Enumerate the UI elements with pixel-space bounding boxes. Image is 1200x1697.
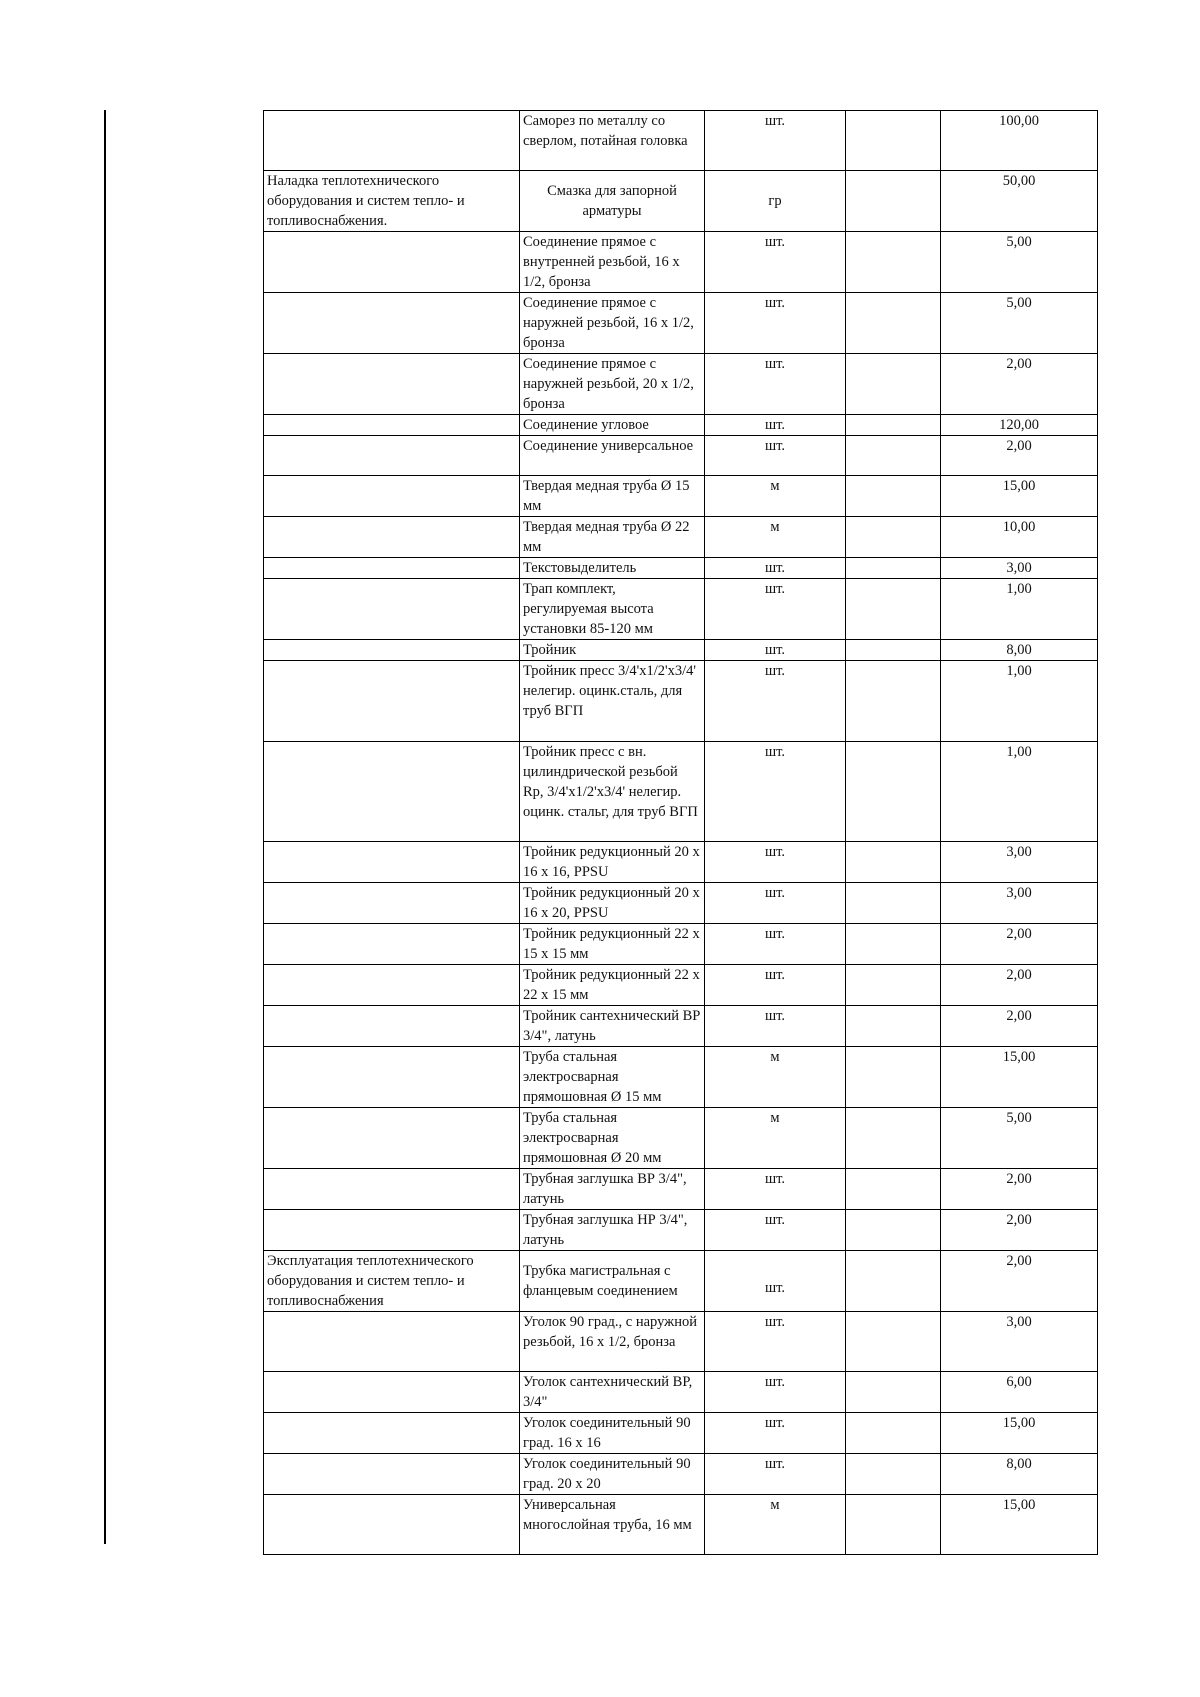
- item-name-cell: Трубная заглушка НР 3/4", латунь: [520, 1210, 705, 1251]
- table-row: [264, 1047, 1098, 1108]
- empty-cell: [846, 924, 941, 965]
- quantity-cell: 50,00: [941, 171, 1098, 232]
- empty-cell: [846, 579, 941, 640]
- table-row: [264, 1006, 1098, 1047]
- quantity-cell: 10,00: [941, 517, 1098, 558]
- table-row: [264, 415, 1098, 436]
- item-name-cell: Соединение прямое с наружней резьбой, 16 х 1/2, бронза: [520, 293, 705, 354]
- quantity-cell: 6,00: [941, 1372, 1098, 1413]
- unit-cell: гр: [705, 171, 846, 232]
- quantity-cell: 8,00: [941, 640, 1098, 661]
- empty-cell: [846, 1006, 941, 1047]
- section-cell: Эксплуатация теплотехнического оборудования и систем тепло- и топливоснабжения: [264, 1251, 520, 1312]
- item-name-cell: Трубка магистральная с фланцевым соединением: [520, 1251, 705, 1312]
- item-name-cell: Саморез по металлу со сверлом, потайная головка: [520, 111, 705, 171]
- section-cell: [264, 1413, 520, 1454]
- table-row: [264, 232, 1098, 293]
- quantity-cell: 15,00: [941, 1495, 1098, 1555]
- unit-cell: шт.: [705, 965, 846, 1006]
- quantity-cell: 5,00: [941, 232, 1098, 293]
- item-name-cell: Уголок сантехнический ВР, 3/4": [520, 1372, 705, 1413]
- empty-cell: [846, 558, 941, 579]
- empty-cell: [846, 1495, 941, 1555]
- section-cell: [264, 640, 520, 661]
- section-cell: [264, 558, 520, 579]
- item-name-cell: Соединение прямое с внутренней резьбой, 16 х 1/2, бронза: [520, 232, 705, 293]
- table-row: [264, 517, 1098, 558]
- unit-cell: шт.: [705, 661, 846, 742]
- quantity-cell: 2,00: [941, 1006, 1098, 1047]
- item-name-cell: Тройник сантехнический ВР 3/4", латунь: [520, 1006, 705, 1047]
- item-name-cell: Тройник редукционный 22 х 22 х 15 мм: [520, 965, 705, 1006]
- section-cell: [264, 293, 520, 354]
- item-name-cell: Тройник пресс с вн. цилиндрической резьбой Rp, 3/4'х1/2'х3/4' нелегир. оцинк. стальг, для труб ВГП: [520, 742, 705, 842]
- quantity-cell: 2,00: [941, 924, 1098, 965]
- section-cell: [264, 1047, 520, 1108]
- quantity-cell: 3,00: [941, 558, 1098, 579]
- unit-cell: шт.: [705, 558, 846, 579]
- quantity-cell: 3,00: [941, 883, 1098, 924]
- unit-cell: шт.: [705, 1372, 846, 1413]
- empty-cell: [846, 640, 941, 661]
- section-cell: [264, 579, 520, 640]
- table-row: [264, 1454, 1098, 1495]
- section-cell: [264, 883, 520, 924]
- item-name-cell: Текстовыделитель: [520, 558, 705, 579]
- unit-cell: шт.: [705, 354, 846, 415]
- table-row: [264, 293, 1098, 354]
- section-cell: [264, 1372, 520, 1413]
- item-name-cell: Тройник редукционный 20 х 16 х 16, PPSU: [520, 842, 705, 883]
- table-row: [264, 436, 1098, 476]
- section-cell: [264, 742, 520, 842]
- item-name-cell: Трубная заглушка ВР 3/4", латунь: [520, 1169, 705, 1210]
- unit-cell: шт.: [705, 1454, 846, 1495]
- section-cell: [264, 415, 520, 436]
- table-row: [264, 1210, 1098, 1251]
- unit-cell: шт.: [705, 1413, 846, 1454]
- unit-cell: шт.: [705, 1006, 846, 1047]
- empty-cell: [846, 354, 941, 415]
- table-row: [264, 842, 1098, 883]
- empty-cell: [846, 661, 941, 742]
- item-name-cell: Смазка для запорной арматуры: [520, 171, 705, 232]
- table-row: [264, 476, 1098, 517]
- unit-cell: шт.: [705, 436, 846, 476]
- quantity-cell: 15,00: [941, 1413, 1098, 1454]
- table-row: [264, 1495, 1098, 1555]
- quantity-cell: 1,00: [941, 661, 1098, 742]
- quantity-cell: 2,00: [941, 354, 1098, 415]
- table-row: [264, 558, 1098, 579]
- item-name-cell: Соединение угловое: [520, 415, 705, 436]
- section-cell: [264, 965, 520, 1006]
- quantity-cell: 2,00: [941, 1210, 1098, 1251]
- unit-cell: шт.: [705, 742, 846, 842]
- empty-cell: [846, 742, 941, 842]
- empty-cell: [846, 842, 941, 883]
- table-row: [264, 1108, 1098, 1169]
- quantity-cell: 15,00: [941, 1047, 1098, 1108]
- unit-cell: шт.: [705, 842, 846, 883]
- quantity-cell: 1,00: [941, 579, 1098, 640]
- section-cell: [264, 517, 520, 558]
- quantity-cell: 1,00: [941, 742, 1098, 842]
- section-cell: [264, 354, 520, 415]
- materials-table: [263, 110, 1098, 1555]
- unit-cell: шт.: [705, 883, 846, 924]
- section-cell: [264, 1454, 520, 1495]
- item-name-cell: Труба стальная электросварная прямошовная Ø 20 мм: [520, 1108, 705, 1169]
- quantity-cell: 3,00: [941, 842, 1098, 883]
- empty-cell: [846, 1047, 941, 1108]
- empty-cell: [846, 436, 941, 476]
- empty-cell: [846, 1413, 941, 1454]
- empty-cell: [846, 293, 941, 354]
- empty-cell: [846, 1372, 941, 1413]
- empty-cell: [846, 1251, 941, 1312]
- unit-cell: м: [705, 1047, 846, 1108]
- table-row: [264, 1413, 1098, 1454]
- section-cell: [264, 1312, 520, 1372]
- section-cell: [264, 111, 520, 171]
- table-row: [264, 1312, 1098, 1372]
- section-cell: [264, 1006, 520, 1047]
- table-row: [264, 579, 1098, 640]
- item-name-cell: Тройник редукционный 22 х 15 х 15 мм: [520, 924, 705, 965]
- item-name-cell: Универсальная многослойная труба, 16 мм: [520, 1495, 705, 1555]
- unit-cell: м: [705, 1108, 846, 1169]
- quantity-cell: 120,00: [941, 415, 1098, 436]
- unit-cell: м: [705, 517, 846, 558]
- section-cell: [264, 1210, 520, 1251]
- empty-cell: [846, 1108, 941, 1169]
- table-row: [264, 1251, 1098, 1312]
- quantity-cell: 5,00: [941, 293, 1098, 354]
- unit-cell: шт.: [705, 1312, 846, 1372]
- unit-cell: шт.: [705, 1251, 846, 1312]
- quantity-cell: 8,00: [941, 1454, 1098, 1495]
- table-row: [264, 111, 1098, 171]
- empty-cell: [846, 1210, 941, 1251]
- item-name-cell: Соединение прямое с наружней резьбой, 20 х 1/2, бронза: [520, 354, 705, 415]
- empty-cell: [846, 1169, 941, 1210]
- empty-cell: [846, 1454, 941, 1495]
- section-cell: [264, 476, 520, 517]
- unit-cell: м: [705, 476, 846, 517]
- quantity-cell: 2,00: [941, 1169, 1098, 1210]
- empty-cell: [846, 965, 941, 1006]
- item-name-cell: Тройник: [520, 640, 705, 661]
- empty-cell: [846, 476, 941, 517]
- table-row: [264, 883, 1098, 924]
- empty-cell: [846, 517, 941, 558]
- quantity-cell: 15,00: [941, 476, 1098, 517]
- empty-cell: [846, 1312, 941, 1372]
- section-cell: [264, 842, 520, 883]
- item-name-cell: Уголок соединительный 90 град. 20 х 20: [520, 1454, 705, 1495]
- materials-table-body: [264, 111, 1098, 1555]
- empty-cell: [846, 415, 941, 436]
- item-name-cell: Уголок соединительный 90 град. 16 х 16: [520, 1413, 705, 1454]
- table-row: [264, 1169, 1098, 1210]
- unit-cell: шт.: [705, 111, 846, 171]
- empty-cell: [846, 232, 941, 293]
- quantity-cell: 2,00: [941, 965, 1098, 1006]
- unit-cell: шт.: [705, 293, 846, 354]
- table-row: [264, 171, 1098, 232]
- unit-cell: шт.: [705, 579, 846, 640]
- section-cell: [264, 1495, 520, 1555]
- unit-cell: шт.: [705, 415, 846, 436]
- table-row: [264, 640, 1098, 661]
- quantity-cell: 2,00: [941, 1251, 1098, 1312]
- unit-cell: шт.: [705, 1169, 846, 1210]
- left-margin-line: [104, 110, 106, 1544]
- section-cell: [264, 436, 520, 476]
- table-row: [264, 924, 1098, 965]
- item-name-cell: Трап комплект, регулируемая высота установки 85-120 мм: [520, 579, 705, 640]
- item-name-cell: Уголок 90 град., с наружной резьбой, 16 х 1/2, бронза: [520, 1312, 705, 1372]
- quantity-cell: 100,00: [941, 111, 1098, 171]
- quantity-cell: 2,00: [941, 436, 1098, 476]
- table-row: [264, 965, 1098, 1006]
- section-cell: [264, 924, 520, 965]
- quantity-cell: 3,00: [941, 1312, 1098, 1372]
- item-name-cell: Тройник пресс 3/4'х1/2'х3/4' нелегир. оцинк.сталь, для труб ВГП: [520, 661, 705, 742]
- section-cell: [264, 661, 520, 742]
- item-name-cell: Соединение универсальное: [520, 436, 705, 476]
- empty-cell: [846, 171, 941, 232]
- unit-cell: м: [705, 1495, 846, 1555]
- empty-cell: [846, 883, 941, 924]
- unit-cell: шт.: [705, 232, 846, 293]
- section-cell: [264, 232, 520, 293]
- item-name-cell: Труба стальная электросварная прямошовная Ø 15 мм: [520, 1047, 705, 1108]
- table-row: [264, 354, 1098, 415]
- table-row: [264, 742, 1098, 842]
- section-cell: [264, 1169, 520, 1210]
- section-cell: Наладка теплотехнического оборудования и систем тепло- и топливоснабжения.: [264, 171, 520, 232]
- item-name-cell: Тройник редукционный 20 х 16 х 20, PPSU: [520, 883, 705, 924]
- unit-cell: шт.: [705, 1210, 846, 1251]
- item-name-cell: Твердая медная труба Ø 22 мм: [520, 517, 705, 558]
- item-name-cell: Твердая медная труба Ø 15 мм: [520, 476, 705, 517]
- quantity-cell: 5,00: [941, 1108, 1098, 1169]
- table-row: [264, 661, 1098, 742]
- unit-cell: шт.: [705, 640, 846, 661]
- unit-cell: шт.: [705, 924, 846, 965]
- section-cell: [264, 1108, 520, 1169]
- empty-cell: [846, 111, 941, 171]
- table-row: [264, 1372, 1098, 1413]
